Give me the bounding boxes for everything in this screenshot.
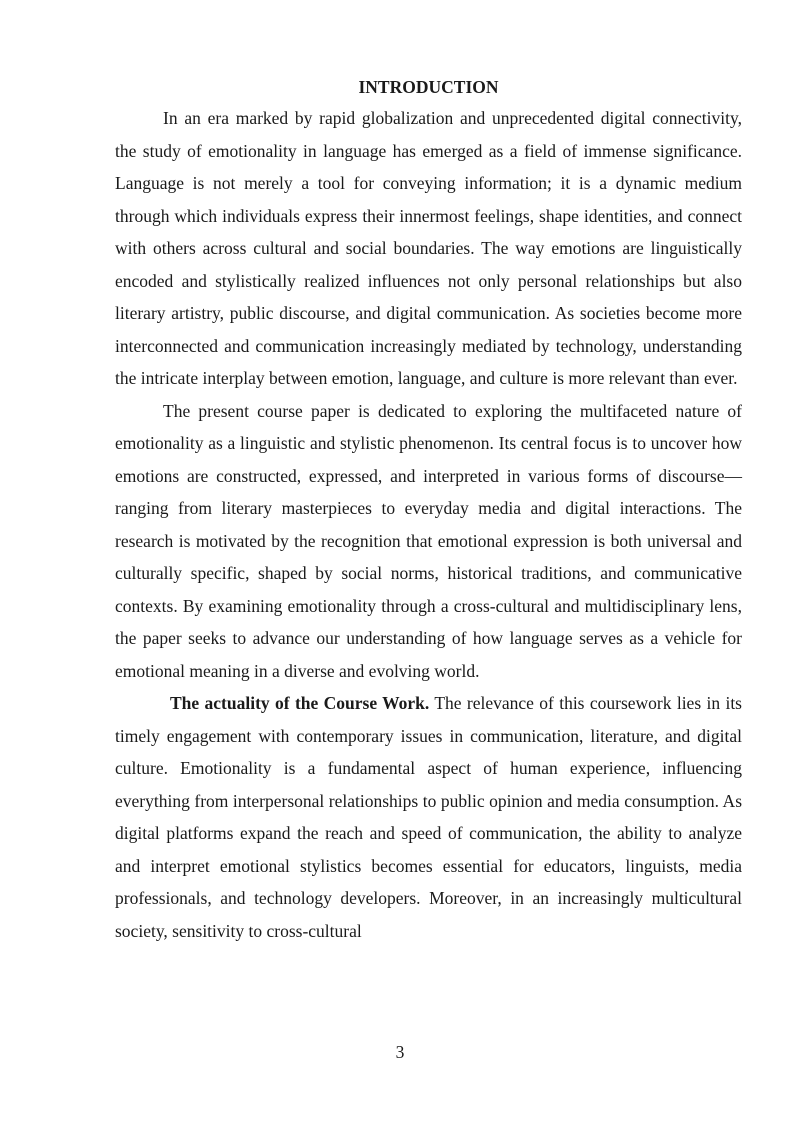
page-number: 3 — [395, 1042, 405, 1062]
paragraph-text: The present course paper is dedicated to exploring the multifaceted nature of emotionality as a linguistic and stylistic phenomenon. Its central focus is to uncover how emotions are constructed, expressed, and interpreted in various forms of discourse—ranging from literary masterpieces to everyday media and digital interactions. The research is motivated by the recognition that emotional expression is both universal and culturally specific, shaped by social norms, historical traditions, and communicative contexts. By examining emotionality through a cross-cultural and multidisciplinary lens, the paper seeks to advance our understanding of how language serves as a vehicle for emotional meaning in a diverse and evolving world. — [115, 400, 742, 681]
paragraph-text: The relevance of this coursework lies in its timely engagement with contemporary issues in communication, literature, and digital culture. Emotionality is a fundamental aspect of human experience, influencing everything from interpersonal relationships to public opinion and media consumption. As digital platforms expand the reach and speed of communication, the ability to analyze and interpret emotional stylistics becomes essential for educators, linguists, media professionals, and technology developers. Moreover, in an increasingly multicultural society, sensitivity to cross-cultural — [115, 693, 742, 941]
paragraph-lead: The actuality of the Course Work. — [170, 693, 430, 713]
paragraph-actuality — [115, 687, 742, 947]
paragraph-text: In an era marked by rapid globalization and unprecedented digital connectivity, the study of emotionality in language has emerged as a field of immense significance. Language is not merely a tool for conveying information; it is a dynamic medium through which individuals express their innermost feelings, shape identities, and connect with others across cultural and social boundaries. The way emotions are linguistically encoded and stylistically realized influences not only personal relationships but also literary artistry, public discourse, and digital communication. As societies become more interconnected and communication increasingly mediated by technology, understanding the intricate interplay between emotion, language, and culture is more relevant than ever. — [115, 108, 742, 388]
paragraph-intro — [115, 102, 742, 395]
paragraph-purpose — [115, 395, 742, 688]
section-heading: INTRODUCTION — [358, 77, 499, 97]
page-body — [115, 74, 742, 947]
